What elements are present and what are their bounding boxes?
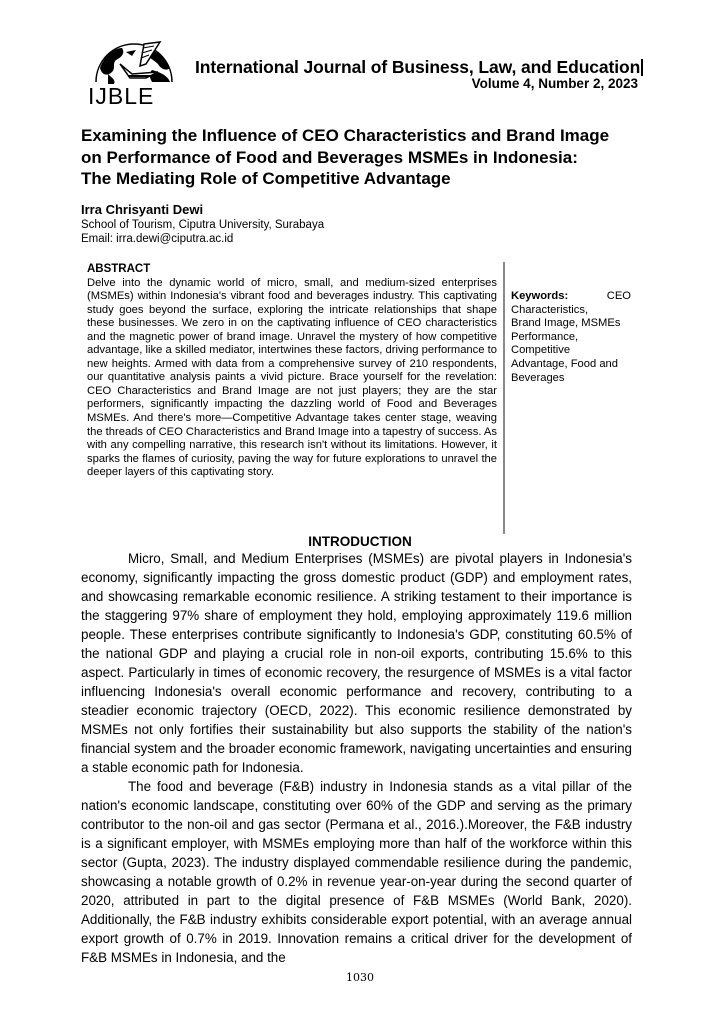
author-name: Irra Chrisyanti Dewi xyxy=(81,202,204,217)
keywords-first-line xyxy=(511,290,631,304)
abstract-keywords-divider xyxy=(503,262,505,534)
svg-text:IJBLE: IJBLE xyxy=(88,83,155,108)
journal-title-text: International Journal of Business, Law, and Education xyxy=(195,57,641,77)
introduction-heading: INTRODUCTION xyxy=(308,534,412,549)
keyword-line: Competitive xyxy=(511,344,571,357)
text-cursor xyxy=(641,59,643,76)
author-email[interactable]: Email: irra.dewi@ciputra.ac.id xyxy=(81,233,234,245)
introduction-paragraph: The food and beverage (F&B) industry in Indonesia stands as a vital pillar of the nation's economic landscape, constituting over 60% of the GDP and serving as the primary contributor to the non-oil and gas sector (Permana et al., 2016.).Moreover, the F&B industry is a significant employer, with MSMEs employing more than half of the workforce within this sector (Gupta, 2023). The industry displayed commendable resilience during the pandemic, showcasing a notable growth of 0.2% in revenue year-on-year during the second quarter of 2020, attributed in part to the digital presence of F&B MSMEs (World Bank, 2020). Additionally, the F&B industry exhibits considerable export potential, with an average annual export growth of 0.7% in 2019. Innovation remains a critical driver for the development of F&B MSMEs in Indonesia, and the xyxy=(81,779,632,965)
globe-quill-logo-icon xyxy=(86,38,182,108)
author-affiliation-block xyxy=(81,218,324,246)
keyword-line: Advantage, Food and xyxy=(511,357,618,370)
abstract-text: Delve into the dynamic world of micro, small, and medium-sized enterprises (MSMEs) within Indonesia's vibrant food and beverages industry. This captivating study goes beyond the surface, exploring the intricate relationships that shape these businesses. We zero in on the captivating influence of CEO characteristics and the magnetic power of brand image. Unravel the mystery of how competitive advantage, like a skilled mediator, intertwines these factors, driving performance to new heights. Armed with data from a comprehensive survey of 210 respondents, our quantitative analysis paints a vivid picture. Brace yourself for the revelation: CEO Characteristics and Brand Image are not just players; they are the star performers, significantly impacting the dazzling world of Food and Beverages MSMEs. And there's more—Competitive Advantage takes center stage, weaving the threads of CEO Characteristics and Brand Image into a tapestry of success. As with any compelling narrative, this research isn't without its limitations. However, it sparks the flames of curiosity, paving the way for future explorations to unravel the deeper layers of this captivating story. xyxy=(87,276,497,479)
journal-volume: Volume 4, Number 2, 2023 xyxy=(471,76,638,91)
introduction-body xyxy=(81,549,632,967)
introduction-paragraph: Micro, Small, and Medium Enterprises (MSMEs) are pivotal players in Indonesia's economy, significantly impacting the gross domestic product (GDP) and employment rates, and showcasing remarkable economic resilience. A striking testament to their importance is the staggering 97% share of employment they hold, employing approximately 119.6 million people. These enterprises contribute significantly to Indonesia's GDP, constituting 60.5% of the national GDP and playing a crucial role in non-oil exports, contributing 15.6% to this aspect. Particularly in times of economic recovery, the resurgence of MSMEs is a vital factor influencing Indonesia's overall economic performance and recovery, contributing to a steadier economic trajectory (OECD, 2022). This economic resilience demonstrated by MSMEs not only fortifies their sustainability but also supports the stability of the nation's financial system and the broader economic framework, navigating uncertainties and ensuring a stable economic path for Indonesia. xyxy=(81,551,632,775)
keyword-line: Performance, xyxy=(511,330,579,343)
author-affiliation: School of Tourism, Ciputra University, Surabaya xyxy=(81,219,325,231)
keywords-section xyxy=(511,290,631,385)
journal-title xyxy=(195,57,650,78)
journal-header xyxy=(0,0,720,115)
keyword-line: Beverages xyxy=(511,371,565,384)
paper-title-line: Examining the Influence of CEO Characteristics and Brand Image xyxy=(81,126,610,145)
abstract-section xyxy=(87,263,497,480)
paper-title xyxy=(81,125,641,190)
keywords-label: Keywords: xyxy=(511,290,569,302)
journal-logo xyxy=(86,38,182,108)
paper-title-line: on Performance of Food and Beverages MSMEs in Indonesia: xyxy=(81,147,578,167)
keyword-line: Characteristics, xyxy=(511,303,589,316)
page-number: 1030 xyxy=(346,971,374,984)
abstract-heading: ABSTRACT xyxy=(87,263,151,275)
paper-title-line: The Mediating Role of Competitive Advantage xyxy=(81,169,451,188)
keyword-text: CEO xyxy=(606,290,631,302)
keyword-line: Brand Image, MSMEs xyxy=(511,317,621,330)
